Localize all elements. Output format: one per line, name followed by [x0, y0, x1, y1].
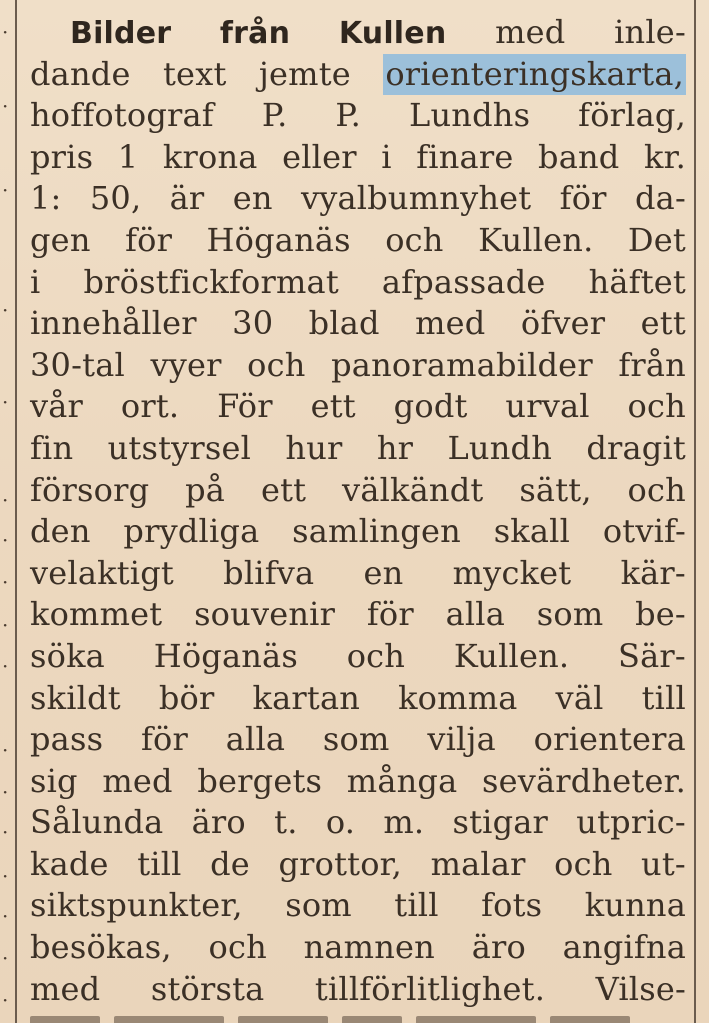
- article-word: häftet: [588, 262, 686, 301]
- article-word: kommet: [30, 595, 163, 634]
- article-word: vyer: [150, 345, 222, 384]
- article-line: [30, 137, 686, 179]
- article-word: P.: [261, 96, 288, 135]
- article-word: finare: [416, 137, 514, 176]
- article-word: och: [346, 636, 406, 675]
- article-word: godt: [393, 387, 468, 426]
- article-word: komma: [398, 678, 518, 717]
- margin-fragment: ·: [2, 780, 9, 804]
- article-word: välkändt: [342, 470, 484, 509]
- article-word: siktspunkter,: [30, 886, 243, 925]
- article-line: [30, 844, 686, 886]
- margin-fragment: ·: [2, 820, 9, 844]
- article-word: bergets: [197, 761, 323, 800]
- article-word: be-: [635, 595, 686, 634]
- article-line: [30, 678, 686, 720]
- article-word: ett: [310, 387, 356, 426]
- article-word: och: [627, 470, 686, 509]
- article-word: inle-: [614, 13, 686, 51]
- article-word: utstyrsel: [107, 428, 252, 467]
- article-word: till: [641, 678, 686, 717]
- article-line: [30, 511, 686, 553]
- article-word: väl: [555, 678, 604, 717]
- article-line: [30, 594, 686, 636]
- margin-fragment: ·: [2, 488, 9, 512]
- article-word: malar: [430, 844, 526, 883]
- margin-fragment: ·: [2, 390, 9, 414]
- article-word: i: [381, 137, 392, 176]
- article-line: [30, 636, 686, 678]
- article-word: sätt,: [519, 470, 592, 509]
- article-column: [30, 12, 686, 1010]
- article-word: alla: [445, 595, 506, 634]
- article-word: många: [346, 761, 458, 800]
- article-word: text: [163, 54, 227, 93]
- article-word: eller: [282, 137, 357, 176]
- article-word: dragit: [586, 428, 686, 467]
- article-word: dande: [30, 54, 131, 93]
- article-word: i: [30, 262, 41, 301]
- article-word: För: [217, 387, 273, 426]
- article-word: kunna: [584, 886, 686, 925]
- margin-fragment: ·: [2, 298, 9, 322]
- article-word: öfver: [520, 304, 606, 343]
- article-word: med: [415, 304, 486, 343]
- article-word: förlag,: [578, 96, 686, 135]
- article-line: [30, 95, 686, 137]
- margin-fragment: ·: [2, 528, 9, 552]
- article-word: samlingen: [292, 512, 461, 551]
- article-line: [30, 54, 686, 96]
- article-word: största: [150, 969, 265, 1008]
- article-word: hoffotograf: [30, 96, 214, 135]
- headline-word: Bilder: [70, 16, 172, 51]
- article-word: och: [208, 928, 267, 967]
- article-word: och: [627, 387, 686, 426]
- article-word: velaktigt: [30, 553, 174, 592]
- article-word: fin: [30, 428, 74, 467]
- article-word: kr.: [644, 137, 686, 176]
- article-word: otvif-: [602, 512, 686, 551]
- article-word: ort.: [120, 387, 180, 426]
- article-word: med: [30, 969, 101, 1008]
- article-word: krona: [162, 137, 258, 176]
- article-word: hr: [376, 428, 414, 467]
- article-word: på: [185, 470, 226, 509]
- left-margin-fragments: [0, 0, 12, 1023]
- article-word: prydliga: [123, 512, 260, 551]
- article-word: äro: [191, 803, 246, 842]
- article-word: bör: [158, 678, 215, 717]
- article-word: vilja: [427, 720, 496, 759]
- article-word: mycket: [452, 553, 572, 592]
- article-word: som: [285, 886, 352, 925]
- article-word: Sär-: [618, 636, 686, 675]
- article-word: med: [102, 761, 173, 800]
- article-line: [30, 927, 686, 969]
- article-word: med: [495, 13, 566, 51]
- article-line: [30, 178, 686, 220]
- article-word: stigar: [452, 803, 549, 842]
- article-word: 1: [117, 137, 139, 176]
- article-line: [30, 428, 686, 470]
- article-word: kade: [30, 844, 109, 883]
- article-word: 30: [232, 304, 274, 343]
- article-word: och: [385, 220, 444, 259]
- article-line: [30, 802, 686, 844]
- article-word: Sålunda: [30, 803, 164, 842]
- margin-fragment: ·: [2, 94, 9, 118]
- article-word: alla: [225, 720, 286, 759]
- article-word: 30-tal: [30, 345, 125, 384]
- article-word: skildt: [30, 678, 121, 717]
- article-line: [30, 262, 686, 304]
- article-line: [30, 761, 686, 803]
- article-word: afpassade: [381, 262, 546, 301]
- article-word: angifna: [562, 928, 686, 967]
- article-word: P.: [335, 96, 362, 135]
- article-word: sig: [30, 761, 78, 800]
- article-word: Höganäs: [206, 220, 351, 259]
- article-word: för: [559, 179, 607, 218]
- margin-fragment: ·: [2, 988, 9, 1012]
- margin-fragment: ·: [2, 20, 9, 44]
- article-word: Höganäs: [153, 636, 298, 675]
- article-word: o.: [325, 803, 356, 842]
- article-word: ett: [260, 470, 307, 509]
- margin-fragment: ·: [2, 738, 9, 762]
- article-line: [30, 220, 686, 262]
- article-word: söka: [30, 636, 105, 675]
- article-word: m.: [383, 803, 425, 842]
- margin-fragment: ·: [2, 864, 9, 888]
- article-word: Lundh: [447, 428, 553, 467]
- headline-word: Kullen: [338, 16, 447, 51]
- article-word: pris: [30, 137, 94, 176]
- article-line: [30, 969, 686, 1011]
- article-word: en: [232, 179, 273, 218]
- article-word: ett: [640, 304, 686, 343]
- highlighted-word: orienteringskarta,: [383, 54, 686, 96]
- article-word: från: [618, 345, 686, 384]
- article-line: [30, 303, 686, 345]
- article-word: skall: [493, 512, 571, 551]
- article-word: och: [554, 844, 613, 883]
- article-word: Kullen.: [478, 220, 594, 259]
- article-word: Lundhs: [409, 96, 531, 135]
- margin-fragment: ·: [2, 570, 9, 594]
- article-word: den: [30, 512, 91, 551]
- article-word: gen: [30, 220, 91, 259]
- article-word: de: [210, 844, 250, 883]
- article-word: för: [366, 595, 414, 634]
- article-word: vår: [30, 387, 84, 426]
- article-word: blifva: [223, 553, 315, 592]
- article-word: Kullen.: [453, 636, 570, 675]
- article-word: urval: [505, 387, 590, 426]
- article-word: kartan: [252, 678, 361, 717]
- article-word: orientera: [533, 720, 686, 759]
- article-word: namnen: [303, 928, 435, 967]
- column-rule-right: [694, 0, 696, 1023]
- article-line: [30, 386, 686, 428]
- margin-fragment: ·: [2, 946, 9, 970]
- article-line: [30, 345, 686, 387]
- article-word: kär-: [620, 553, 686, 592]
- article-word: försorg: [30, 470, 150, 509]
- article-word: sevärdheter.: [481, 761, 686, 800]
- article-word: hur: [285, 428, 343, 467]
- article-word: pass: [30, 720, 104, 759]
- margin-fragment: ·: [2, 654, 9, 678]
- article-word: 50,: [89, 179, 142, 218]
- article-word: besökas,: [30, 928, 172, 967]
- article-word: som: [536, 595, 604, 634]
- article-line: [30, 553, 686, 595]
- article-word: vyalbumnyhet: [300, 179, 532, 218]
- margin-fragment: ·: [2, 904, 9, 928]
- margin-fragment: ·: [2, 613, 9, 637]
- headline-word: från: [219, 16, 291, 51]
- article-word: 1:: [30, 179, 62, 218]
- article-word: för: [140, 720, 188, 759]
- article-word: Det: [627, 220, 686, 259]
- article-word: band: [538, 137, 620, 176]
- article-word: utpric-: [576, 803, 686, 842]
- article-word: fots: [481, 886, 543, 925]
- article-word: souvenir: [194, 595, 336, 634]
- article-word: för: [125, 220, 173, 259]
- article-word: är: [169, 179, 205, 218]
- column-rule-left: [15, 0, 17, 1023]
- article-word: jemte: [258, 54, 351, 93]
- article-word: Vilse-: [595, 969, 686, 1008]
- article-word: panoramabilder: [331, 345, 593, 384]
- article-word: ut-: [641, 844, 686, 883]
- article-word: grottor,: [278, 844, 403, 883]
- article-word: blad: [308, 304, 380, 343]
- article-word: en: [363, 553, 404, 592]
- margin-fragment: ·: [2, 178, 9, 202]
- cut-off-next-line: [30, 1012, 686, 1023]
- article-word: till: [137, 844, 182, 883]
- article-word: till: [394, 886, 439, 925]
- article-word: och: [247, 345, 306, 384]
- article-word: t.: [274, 803, 298, 842]
- article-line: [30, 12, 686, 54]
- article-line: [30, 470, 686, 512]
- article-word: tillförlitlighet.: [314, 969, 546, 1008]
- article-word: bröstfickformat: [83, 262, 339, 301]
- article-word: innehåller: [30, 304, 197, 343]
- article-word: som: [322, 720, 390, 759]
- article-word: äro: [471, 928, 526, 967]
- article-line: [30, 719, 686, 761]
- article-word: da-: [634, 179, 686, 218]
- article-line: [30, 885, 686, 927]
